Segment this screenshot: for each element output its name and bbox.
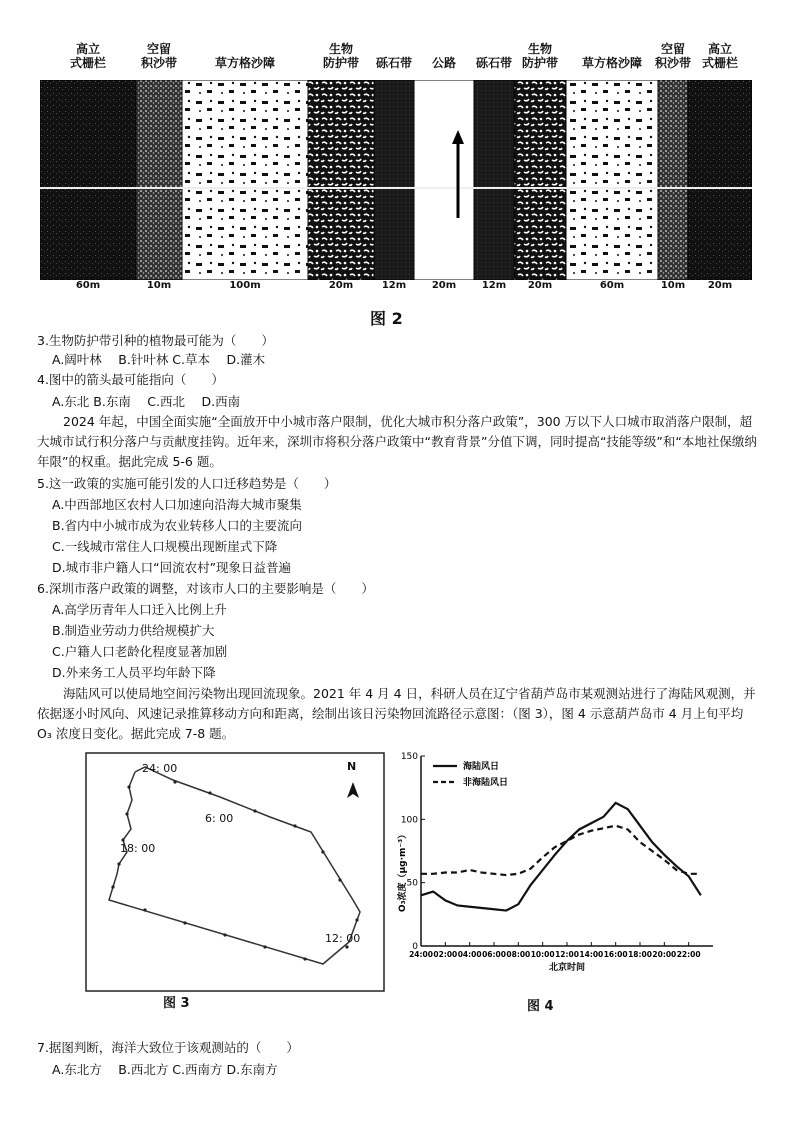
x-tick-label: 02:00 (433, 950, 458, 959)
x-tick-label: 04:00 (457, 950, 482, 959)
x-tick-label: 10:00 (530, 950, 555, 959)
figure-2 (40, 40, 752, 330)
strip-label-line2: 防护带 (322, 56, 359, 70)
x-tick-label: 06:00 (482, 950, 506, 959)
figure-4 (395, 748, 725, 988)
q6-option-a: A.高学历青年人口迁入比例上升 (52, 602, 227, 617)
strip-2 (182, 80, 308, 280)
x-axis-label: 北京时间 (548, 963, 586, 973)
strip-5 (414, 80, 474, 280)
q6-option-d: D.外来务工人员平均年龄下降 (52, 665, 216, 680)
strip-0 (40, 80, 136, 280)
strip-labels (40, 40, 752, 80)
y-tick-label: 100 (400, 815, 418, 826)
strip-label-line2: 积沙带 (654, 56, 691, 70)
passage-5-6: 2024 年起，中国全面实施“全面放开中小城市落户限制，优化大城市积分落户政策”，300 万以下人口城市取消落户限制，超大城市试行积分落户与贡献度挂钩。近年来，深圳市将积分落户政策中“教育背景”分值下调，同时提高“技能等级”和“本地社保缴纳年限”的权重。据此完成 5-6 题。 (37, 414, 757, 469)
strip-label-line2: 式栅栏 (701, 56, 738, 70)
strip-label-line1: 高立 (75, 42, 100, 56)
strip-label-line2: 式栅栏 (69, 56, 106, 70)
q5-option-b: B.省内中小城市成为农业转移人口的主要流向 (52, 518, 303, 533)
strip-label-line1: 高立 (707, 42, 732, 56)
y-tick-label: 0 (412, 942, 418, 952)
hour-tick (303, 957, 306, 960)
strip-label-0 (34, 42, 142, 70)
hour-tick (263, 945, 266, 948)
strip-label-line1: 生物 (328, 42, 353, 56)
q5-option-d: D.城市非户籍人口“回流农村”现象日益普遍 (52, 560, 292, 575)
time-label-12: 12: 00 (325, 932, 361, 945)
x-tick-label: 24:00 (409, 950, 433, 959)
distance-label-1: 10m (146, 280, 172, 291)
q6-option-c: C.户籍人口老龄化程度显著加剧 (52, 644, 228, 659)
hour-tick (111, 885, 114, 888)
x-tick-label: 20:00 (652, 950, 677, 959)
hour-tick (127, 785, 130, 788)
passage-7-8: 海陆风可以使局地空间污染物出现回流现象。2021 年 4 月 4 日，科研人员在辽宁省葫芦岛市某观测站进行了海陆风观测，并依据逐小时风向、风速记录推算移动方向和距离，绘制出该日污染物回流路径示意图：（图 3），图 4 示意葫芦岛市 4 月上旬平均 O₃ 浓度日变化。据此完成 7-8 题。 (37, 686, 756, 741)
q7-stem: 7.据图判断，海洋大致位于该观测站的（ ） (37, 1040, 299, 1055)
hour-tick (338, 878, 341, 881)
q7-options: A.东北方 B.西北方 C.西南方 D.东南方 (52, 1062, 278, 1077)
strip-label-8 (560, 56, 664, 70)
strip-label-2 (176, 56, 314, 70)
time-label-6: 6: 00 (205, 812, 234, 825)
x-tick-label: 12:00 (555, 950, 579, 959)
figure-4-caption: 图 4 (527, 999, 554, 1014)
q3-options: A.阔叶林 B.针叶林 C.草本 D.灌木 (52, 352, 266, 367)
q5-option-a: A.中西部地区农村人口加速向沿海大城市聚集 (52, 497, 302, 512)
hour-tick (125, 812, 128, 815)
q6-option-b: B.制造业劳动力供给规模扩大 (52, 623, 215, 638)
o3-line-chart (395, 748, 725, 988)
hour-tick (183, 921, 186, 924)
strip-7 (514, 80, 566, 280)
hour-tick (173, 780, 176, 783)
strip-1 (136, 80, 182, 280)
strip-9 (658, 80, 688, 280)
x-tick-label: 18:00 (628, 950, 652, 959)
pollutant-path-diagram (85, 752, 385, 992)
hour-tick (143, 908, 146, 911)
strip-label-line1: 草方格沙障 (581, 56, 642, 70)
strip-8 (566, 80, 658, 280)
strip-4 (374, 80, 414, 280)
distance-label-0: 60m (75, 280, 101, 291)
q6-stem: 6.深圳市落户政策的调整，对该市人口的主要影响是（ ） (37, 581, 374, 596)
distance-label-7: 20m (527, 280, 553, 291)
distance-label-9: 10m (660, 280, 686, 291)
time-label-24: 24: 00 (142, 762, 178, 775)
q4-options: A.东北 B.东南 C.西北 D.西南 (52, 394, 241, 409)
q4-stem: 4.图中的箭头最可能指向（ ） (37, 372, 224, 387)
legend-label-1: 非海陆风日 (463, 778, 509, 788)
hour-tick (117, 862, 120, 865)
distance-label-3: 20m (328, 280, 354, 291)
strip-3 (308, 80, 374, 280)
figure-3-caption: 图 3 (163, 996, 190, 1011)
hour-tick (208, 791, 211, 794)
q3-stem: 3.生物防护带引种的植物最可能为（ ） (37, 333, 274, 348)
time-label-18: 18: 00 (120, 842, 156, 855)
distance-label-10: 20m (707, 280, 733, 291)
hour-tick (223, 933, 226, 936)
distance-label-6: 12m (481, 280, 507, 291)
strip-label-line1: 草方格沙障 (214, 56, 275, 70)
x-tick-label: 08:00 (506, 950, 531, 959)
strip-label-line1: 空留 (146, 42, 171, 56)
strip-label-line2: 防护带 (521, 56, 558, 70)
x-tick-label: 14:00 (579, 950, 604, 959)
distance-label-5: 20m (431, 280, 457, 291)
y-tick-label: 150 (400, 752, 418, 762)
strip-label-line2: 积沙带 (140, 56, 177, 70)
distance-label-4: 12m (381, 280, 407, 291)
distance-label-8: 60m (599, 280, 625, 291)
strip-label-line1: 空留 (660, 42, 685, 56)
road-cross-section (40, 80, 752, 280)
strip-label-line1: 公路 (431, 56, 456, 70)
strip-label-line1: 生物 (527, 42, 552, 56)
x-tick-label: 22:00 (676, 950, 701, 959)
hour-tick (355, 918, 358, 921)
strip-label-line1: 砾石带 (475, 56, 512, 70)
distance-label-2: 100m (229, 280, 261, 291)
hour-tick (321, 850, 324, 853)
q5-stem: 5.这一政策的实施可能引发的人口迁移趋势是（ ） (37, 476, 337, 491)
q5-option-c: C.一线城市常住人口规模出现断崖式下降 (52, 539, 278, 554)
distance-labels (40, 280, 752, 296)
y-tick-label: 50 (406, 878, 418, 889)
hour-tick (345, 945, 348, 948)
y-axis-label: O₃浓度（μg·m⁻³） (398, 829, 408, 913)
hour-tick (253, 809, 256, 812)
strip-10 (688, 80, 752, 280)
north-label: N (347, 760, 357, 773)
strip-label-10 (682, 42, 758, 70)
strip-label-line1: 砾石带 (375, 56, 412, 70)
figure-3 (85, 752, 385, 992)
x-tick-label: 16:00 (603, 950, 628, 959)
strip-6 (474, 80, 514, 280)
hour-tick (293, 824, 296, 827)
legend-label-0: 海陆风日 (463, 762, 500, 772)
figure-2-caption: 图 2 (370, 309, 403, 328)
